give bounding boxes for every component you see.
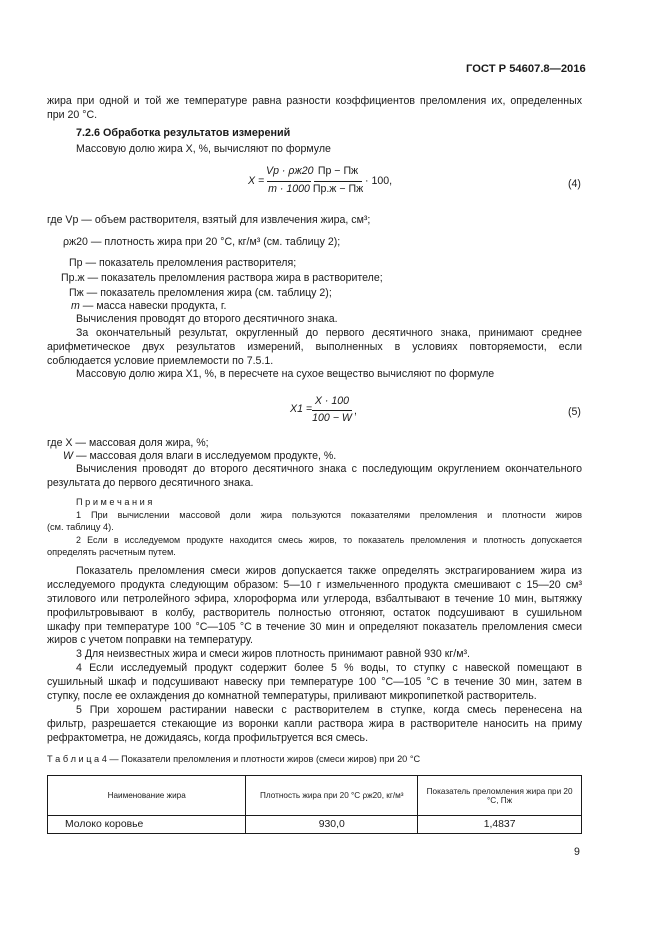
table-header-row [48, 776, 582, 816]
paragraph-mixture-line-1: Показатель преломления смеси жиров допускается также определять экстрагированием жира из [76, 565, 582, 577]
section-title: 7.2.6 Обработка результатов измерений [76, 127, 291, 139]
paragraph-rounding-line-1: Вычисления проводят до второго десятичного знака с последующим округлением окончательного [76, 463, 582, 475]
where-1-density-text: плотность жира при 20 °С, кг/м³ (см. таблицу 2); [104, 236, 341, 248]
formula-4-bar-left [267, 181, 311, 182]
where-1-m-text: масса навески продукта, г. [96, 300, 227, 312]
item-4-line-3: ступку, после ее охлаждения до комнатной температуры, приливают микропипеткой растворитель. [47, 690, 537, 702]
formula-5-num: X · 100 [314, 395, 350, 407]
where-1-m-sym: m — [71, 300, 94, 312]
paragraph-rounding-line-2: результата до первого десятичного знака. [47, 477, 254, 489]
table-4 [47, 775, 582, 834]
paragraph-mixture-line-5: шкафу при температуре 100 °С—105 °С в течение 30 мин и определяют показатель преломления смеси [47, 621, 582, 633]
table-row [48, 816, 582, 834]
formula-5-tail: , [354, 405, 357, 417]
table-header-density: Плотность жира при 20 °С ρж20, кг/м³ [246, 776, 418, 816]
formula-5-lhs: X1 = [290, 403, 313, 415]
page-number: 9 [574, 846, 580, 858]
item-4-line-2: сушильный шкаф и подсушивают навеску при температуре 100 °С—105 °С в течение 30 мин, затем в [47, 676, 582, 688]
note-2-line-2: определять расчетным путем. [47, 547, 176, 557]
formula-4-num-right: Пр − Пж [317, 165, 359, 177]
item-5-line-3: рефрактометра, не дожидаясь, когда профильтруется вся смесь. [47, 732, 369, 744]
paragraph-final-result-line-2: арифметическое двух результатов измерений, выполненных в условиях повторяемости, если [47, 341, 582, 353]
section-lead: Массовую долю жира X, %, вычисляют по формуле [76, 143, 331, 155]
note-1-line-1: 1 При вычислении массовой доли жира пользуются показателями преломления и плотности жиров [76, 510, 582, 520]
where-1-vr-text: объем растворителя, взятый для извлечения жира, см³; [94, 214, 371, 226]
note-1-line-2: (см. таблицу 4). [47, 522, 114, 532]
where-1-vr-sym: где Vр — [47, 214, 92, 226]
where-1-m [71, 299, 226, 313]
paragraph-mixture-line-6: жиров с учетом поправки на температуру. [47, 634, 253, 646]
table-header-name: Наименование жира [48, 776, 246, 816]
formula-4-tail: · 100, [365, 175, 393, 187]
paragraph-final-result-line-3: соблюдается условие приемлемости по 7.5.1. [47, 355, 274, 367]
where-1-pj-sym: Пж — [69, 287, 98, 299]
where-1-density-sym: ρж20 — [63, 236, 102, 248]
where-2-w [63, 449, 336, 463]
formula-4-bar-right [314, 181, 362, 182]
document-id: ГОСТ Р 54607.8—2016 [466, 63, 586, 75]
notes-title: П р и м е ч а н и я [76, 497, 153, 507]
paragraph-mixture-line-4: профильтровывают в колбу, растворитель полностью отгоняют, остаток подсушивают в сушильном [47, 607, 582, 619]
paragraph-mixture-line-3: этилового или петролейного эфира, хлороформа или углерода, взбалтывают в течение 10 мин, вытяжку [47, 593, 582, 605]
item-5-line-2: фильтр, разрешается стекающие из воронки капли раствора жира в растворителе наносить на приму [47, 718, 582, 730]
where-1-prj [61, 271, 383, 285]
formula-4-lhs: X = [248, 175, 265, 187]
where-1-pr [69, 256, 296, 270]
paragraph-mixture-line-2: исследуемого продукта следующим образом: 5—10 г измельченного продукта смешивают с 15—20 см³ [47, 579, 582, 591]
table-header-refraction: Показатель преломления жира при 20 °С, Пж [418, 776, 582, 816]
where-2-w-text: массовая доля влаги в исследуемом продукте, %. [89, 450, 337, 462]
item-3: 3 Для неизвестных жира и смеси жиров плотность принимают равной 930 кг/м³. [76, 648, 470, 660]
formula-4-num-left: Vр · ρж20 [266, 165, 314, 177]
item-5-line-1: 5 При хорошем растирании навески с растворителем в ступке, когда смесь перенесена на [76, 704, 582, 716]
where-1-prj-text: показатель преломления раствора жира в растворителе; [101, 272, 383, 284]
where-1-prj-sym: Пр.ж — [61, 272, 99, 284]
where-1-pr-text: показатель преломления растворителя; [99, 257, 297, 269]
where-1-vr [47, 213, 370, 227]
item-4-line-1: 4 Если исследуемый продукт содержит более 5 % воды, то ступку с навеской помещают в [76, 662, 582, 674]
formula-5-label: (5) [568, 406, 581, 418]
table-cell-density: 930,0 [246, 816, 418, 834]
where-1-pj-text: показатель преломления жира (см. таблицу 2); [100, 287, 332, 299]
table-cell-fat-name: Молоко коровье [48, 816, 246, 834]
table-caption: Т а б л и ц а 4 — Показатели преломления и плотности жиров (смеси жиров) при 20 °С [47, 754, 421, 764]
formula-4-label: (4) [568, 178, 581, 190]
formula-4-den-right: Пр.ж − Пж [312, 183, 364, 195]
where-1-pj [69, 286, 332, 300]
intro-line-1: жира при одной и той же температуре равна разности коэффициентов преломления их, определенных [47, 95, 582, 107]
where-1-density [63, 235, 340, 249]
paragraph-final-result-line-1: За окончательный результат, округленный до первого десятичного знака, принимают среднее [76, 327, 582, 339]
where-2-x-sym: где X — [47, 437, 87, 449]
paragraph-calc-precision: Вычисления проводят до второго десятичного знака. [76, 313, 338, 325]
paragraph-dry-basis: Массовую долю жира X1, %, в пересчете на сухое вещество вычисляют по формуле [76, 368, 495, 380]
where-2-w-sym: W — [63, 450, 87, 462]
where-1-pr-sym: Пр — [69, 257, 97, 269]
where-2-x [47, 436, 209, 450]
formula-5-bar [312, 410, 352, 411]
where-2-x-text: массовая доля жира, %; [88, 437, 209, 449]
formula-5-den: 100 − W [312, 412, 352, 424]
table-cell-refraction: 1,4837 [418, 816, 582, 834]
formula-4-den-left: m · 1000 [268, 183, 310, 195]
intro-line-2: при 20 °С. [47, 109, 98, 121]
note-2-line-1: 2 Если в исследуемом продукте находится смесь жиров, то показатель преломления и плотность допускается [76, 535, 582, 545]
